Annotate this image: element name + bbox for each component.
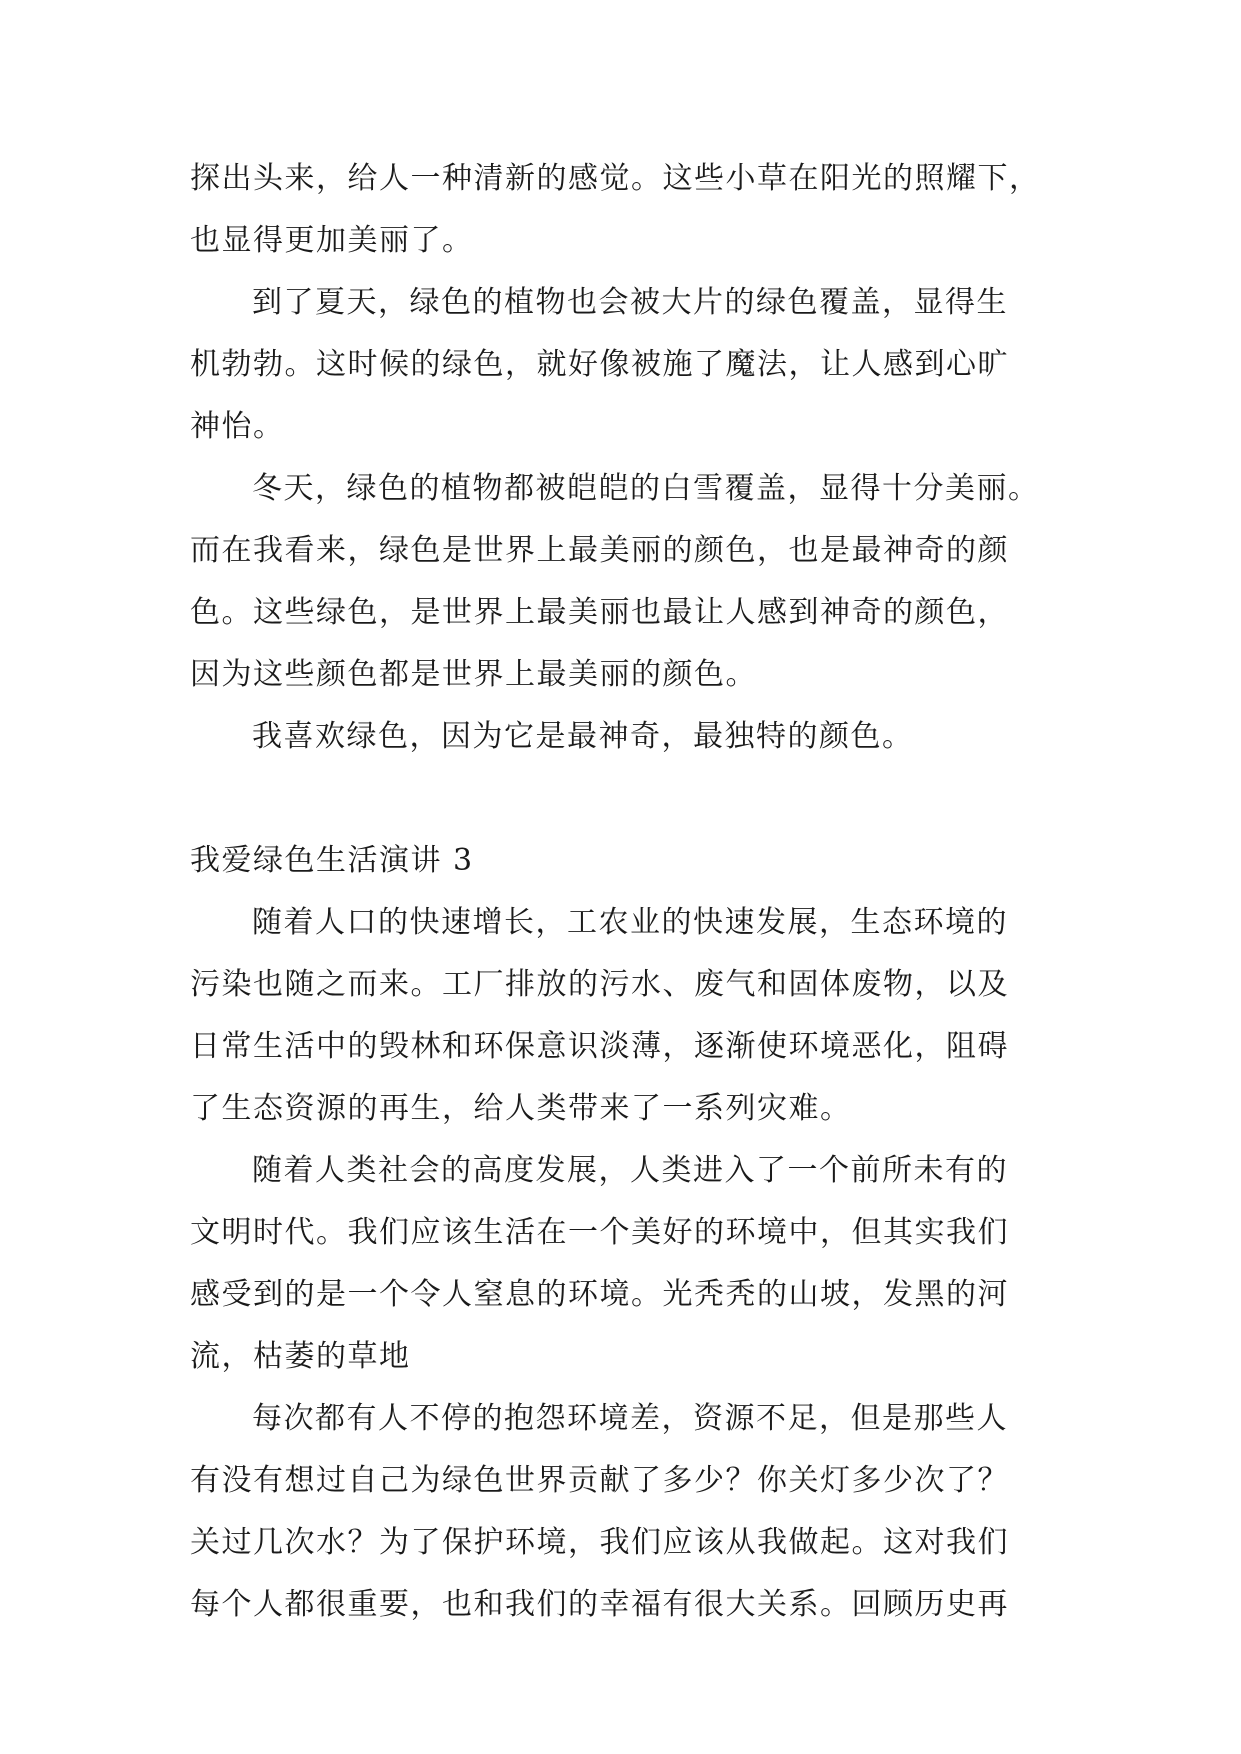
paragraph-line: 有没有想过自己为绿色世界贡献了多少？你关灯多少次了？ xyxy=(190,1463,1009,1498)
paragraph-line: 随着人类社会的高度发展，人类进入了一个前所未有的 xyxy=(252,1153,1008,1188)
paragraph-line: 神怡。 xyxy=(190,409,285,444)
paragraph-line: 关过几次水？为了保护环境，我们应该从我做起。这对我们 xyxy=(190,1525,1009,1560)
paragraph-line: 了生态资源的再生，给人类带来了一系列灾难。 xyxy=(190,1091,852,1126)
paragraph-line: 文明时代。我们应该生活在一个美好的环境中，但其实我们 xyxy=(190,1215,1009,1250)
paragraph-line: 到了夏天，绿色的植物也会被大片的绿色覆盖，显得生 xyxy=(252,285,1008,320)
paragraph-line: 也显得更加美丽了。 xyxy=(190,223,474,258)
paragraph-line: 流，枯萎的草地 xyxy=(190,1339,411,1374)
document-body xyxy=(190,148,1062,1636)
paragraph-line: 机勃勃。这时候的绿色，就好像被施了魔法，让人感到心旷 xyxy=(190,347,1009,382)
paragraph-line: 色。这些绿色，是世界上最美丽也最让人感到神奇的颜色， xyxy=(190,595,1009,630)
paragraph-line: 感受到的是一个令人窒息的环境。光秃秃的山坡，发黑的河 xyxy=(190,1277,1009,1312)
paragraph-line: 探出头来，给人一种清新的感觉。这些小草在阳光的照耀下， xyxy=(190,161,1041,196)
section-heading: 我爱绿色生活演讲 3 xyxy=(190,843,474,878)
paragraph-line: 每个人都很重要，也和我们的幸福有很大关系。回顾历史再 xyxy=(190,1587,1009,1622)
paragraph-line: 随着人口的快速增长，工农业的快速发展，生态环境的 xyxy=(252,905,1008,940)
paragraph-line: 我喜欢绿色，因为它是最神奇，最独特的颜色。 xyxy=(252,719,914,754)
paragraph-line: 因为这些颜色都是世界上最美丽的颜色。 xyxy=(190,657,757,692)
paragraph-line: 每次都有人不停的抱怨环境差，资源不足，但是那些人 xyxy=(252,1401,1008,1436)
paragraph-line: 日常生活中的毁林和环保意识淡薄，逐渐使环境恶化，阻碍 xyxy=(190,1029,1009,1064)
paragraph-line: 冬天，绿色的植物都被皑皑的白雪覆盖，显得十分美丽。 xyxy=(252,471,1040,506)
paragraph-line: 污染也随之而来。工厂排放的污水、废气和固体废物，以及 xyxy=(190,967,1009,1002)
paragraph-line: 而在我看来，绿色是世界上最美丽的颜色，也是最神奇的颜 xyxy=(190,533,1009,568)
